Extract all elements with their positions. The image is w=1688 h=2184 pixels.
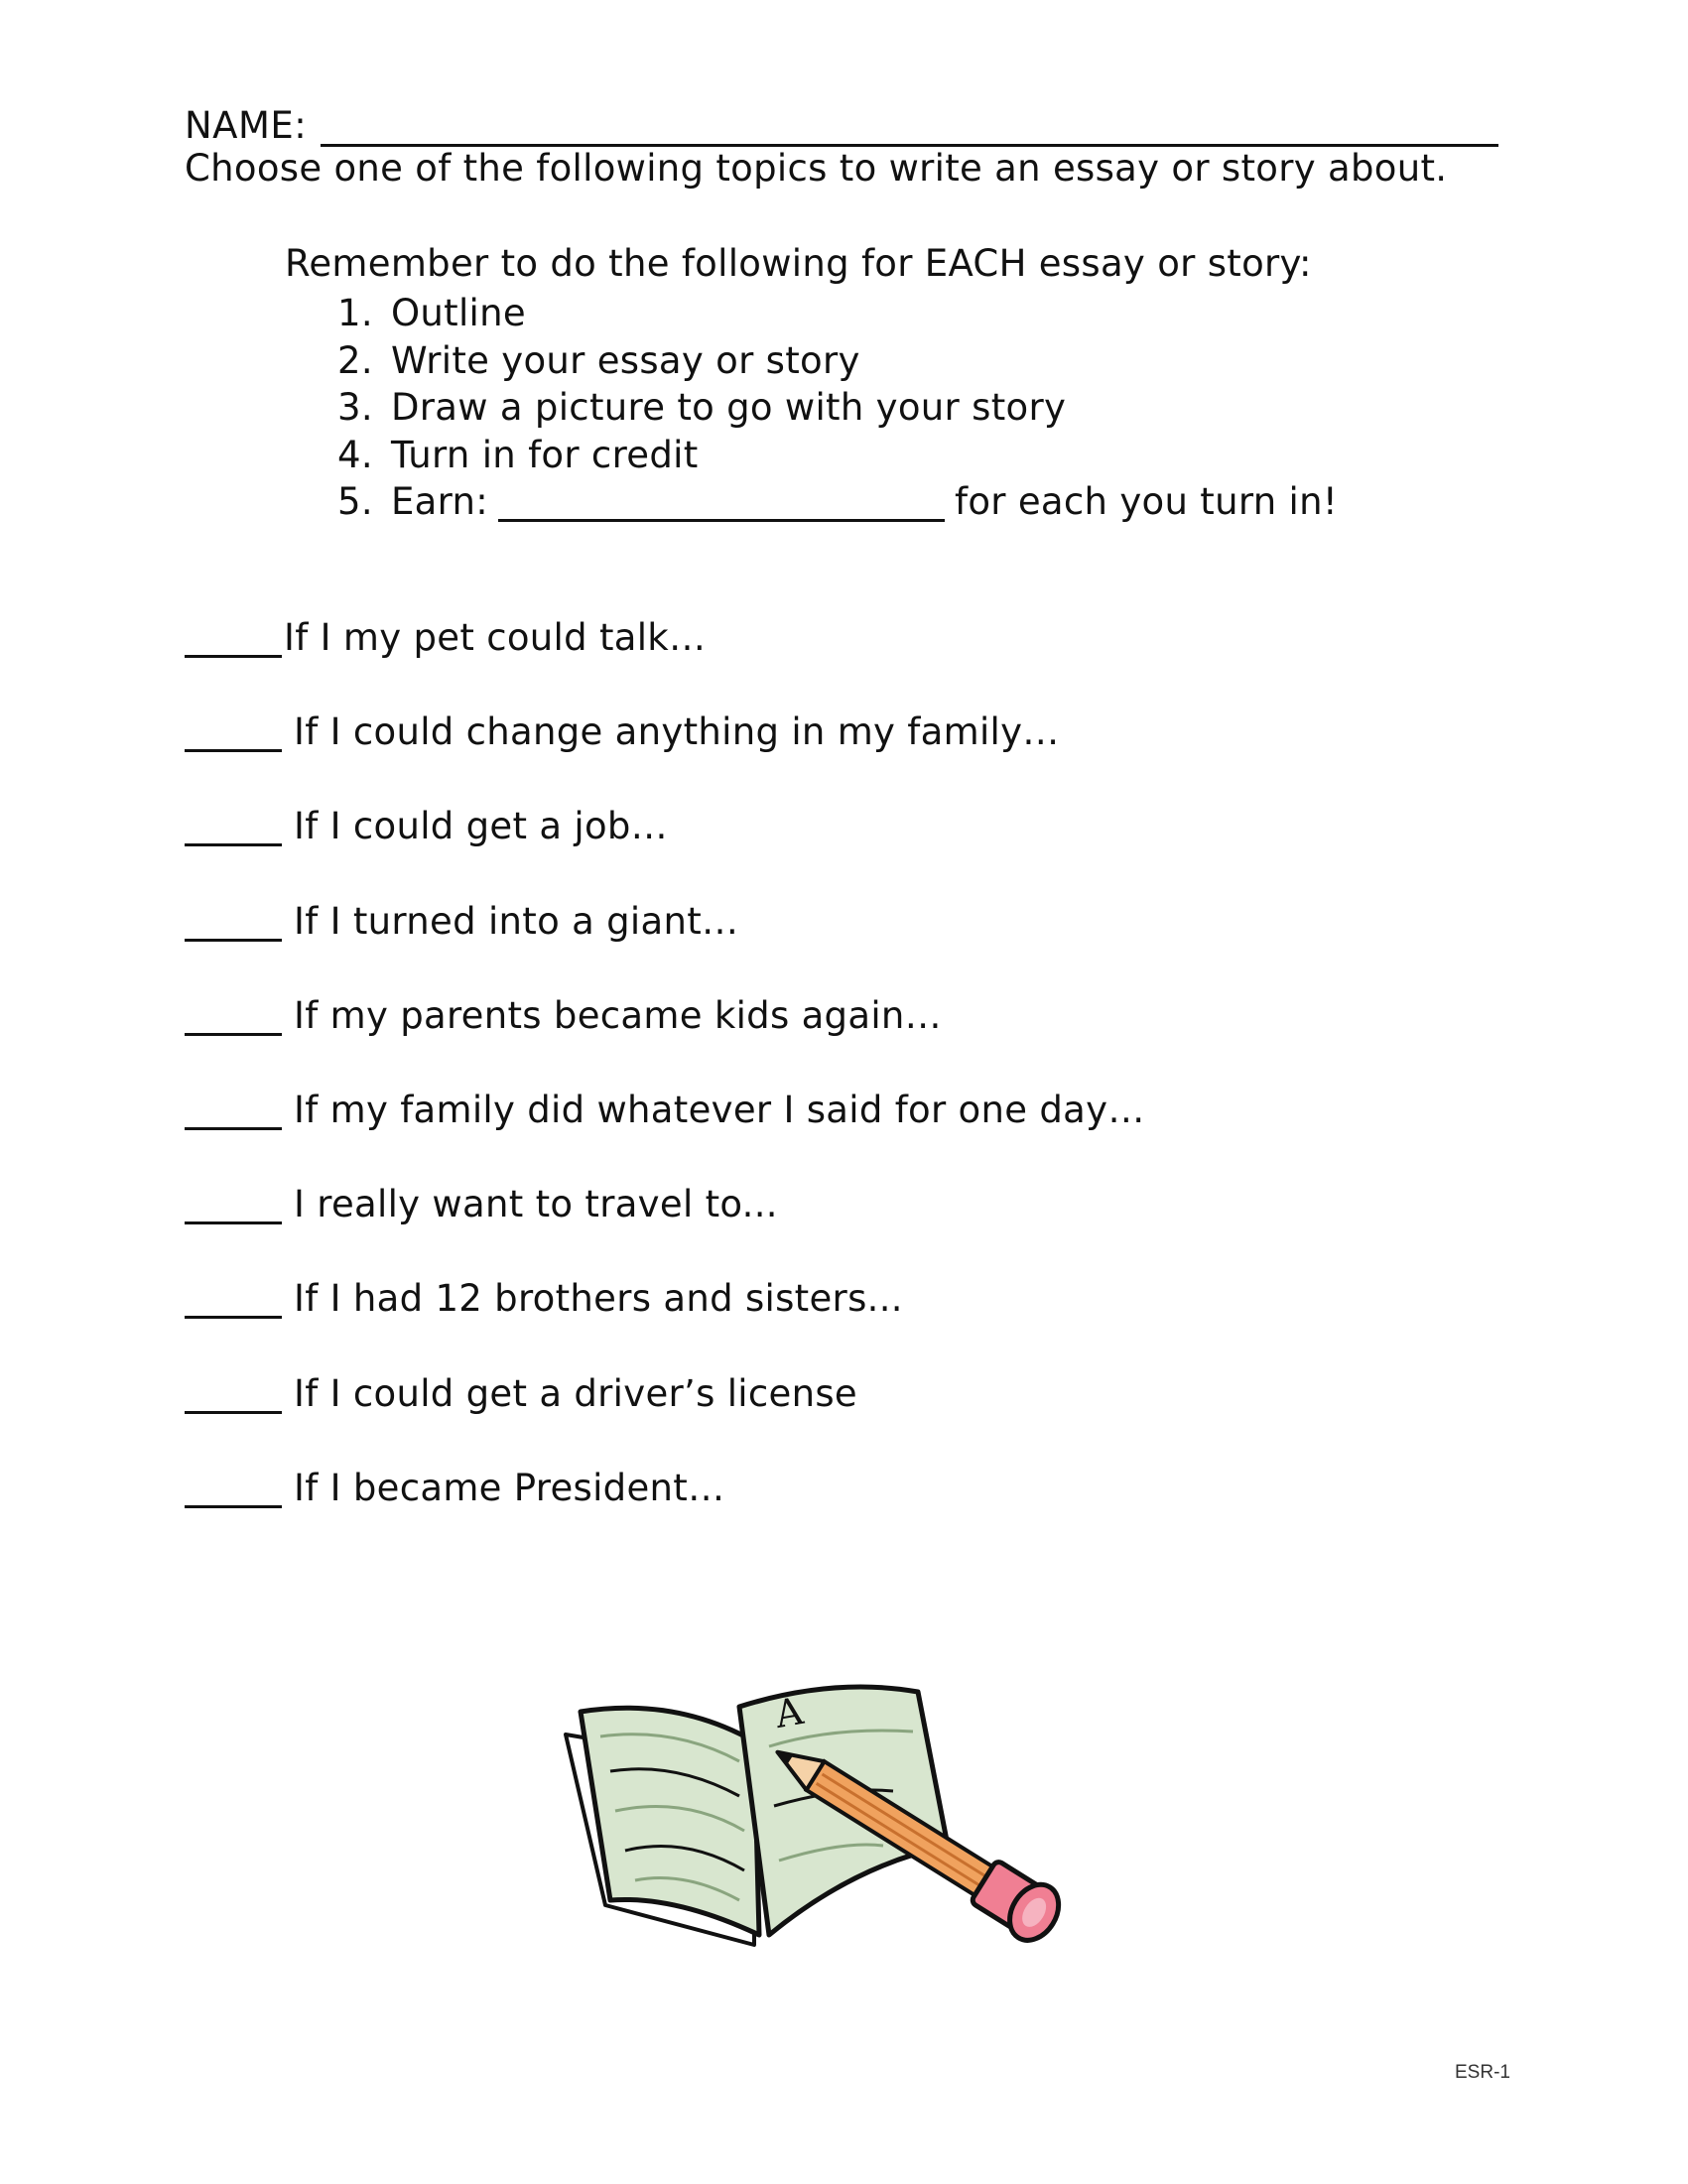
topic-item: [185, 804, 1145, 898]
topic-text: If I turned into a giant…: [294, 899, 739, 943]
earn-label: Earn:: [391, 480, 489, 523]
topic-item: [185, 1276, 1145, 1370]
topic-checkmark-blank[interactable]: [185, 804, 282, 846]
topic-checkmark-blank[interactable]: [185, 1371, 282, 1414]
step-number: 1.: [337, 292, 373, 334]
topic-text: If I had 12 brothers and sisters...: [294, 1277, 903, 1321]
topic-text: If I my pet could talk…: [284, 616, 707, 659]
step-text: Write your essay or story: [391, 338, 860, 382]
step-item: [337, 432, 1338, 479]
step-item: [337, 290, 1338, 337]
grade-letter: A: [771, 1689, 807, 1737]
topic-text: I really want to travel to...: [294, 1183, 778, 1226]
step-text: Turn in for credit: [391, 433, 699, 476]
document-code: ESR-1: [1455, 2062, 1510, 2083]
topic-checkmark-blank[interactable]: [185, 1088, 282, 1130]
step-number: 3.: [337, 386, 373, 429]
topic-checkmark-blank[interactable]: [185, 615, 282, 658]
topic-checkmark-blank[interactable]: [185, 899, 282, 942]
earn-suffix: for each you turn in!: [955, 480, 1338, 523]
step-item: [337, 337, 1338, 385]
topic-text: If my parents became kids again…: [294, 993, 942, 1037]
topic-checkmark-blank[interactable]: [185, 993, 282, 1036]
step-text: Outline: [391, 292, 526, 334]
topic-item: [185, 1182, 1145, 1276]
name-field[interactable]: [321, 104, 1498, 147]
topic-text: If my family did whatever I said for one day…: [294, 1088, 1145, 1131]
topic-checkmark-blank[interactable]: [185, 709, 282, 752]
topic-item: [185, 1088, 1145, 1182]
step-item: [337, 478, 1338, 526]
topic-item: [185, 1466, 1145, 1560]
name-label: NAME:: [185, 104, 308, 147]
step-text: Draw a picture to go with your story: [391, 386, 1067, 429]
earn-amount-field[interactable]: [498, 489, 945, 522]
topic-item: [185, 1371, 1145, 1466]
topic-text: If I could get a driver’s license: [294, 1371, 857, 1415]
step-number: 5.: [337, 480, 373, 523]
topic-text: If I became President…: [294, 1466, 725, 1509]
topic-checkmark-blank[interactable]: [185, 1466, 282, 1508]
step-item: [337, 384, 1338, 432]
step-number: 2.: [337, 338, 373, 382]
topic-item: [185, 615, 1145, 709]
topic-item: [185, 899, 1145, 993]
instruction-text: Choose one of the following topics to write an essay or story about.: [185, 147, 1448, 190]
topic-item: [185, 709, 1145, 804]
step-number: 4.: [337, 433, 373, 476]
topic-checkmark-blank[interactable]: [185, 1276, 282, 1319]
topic-list: [185, 615, 1145, 1560]
topic-text: If I could get a job…: [294, 805, 668, 848]
notebook-and-pencil-icon: [556, 1647, 1151, 1965]
reminder-steps: [337, 290, 1338, 526]
topic-text: If I could change anything in my family…: [294, 710, 1060, 754]
name-row: [185, 97, 1498, 147]
topic-item: [185, 993, 1145, 1088]
topic-checkmark-blank[interactable]: [185, 1182, 282, 1224]
reminder-intro: Remember to do the following for EACH essay or story:: [285, 242, 1312, 285]
